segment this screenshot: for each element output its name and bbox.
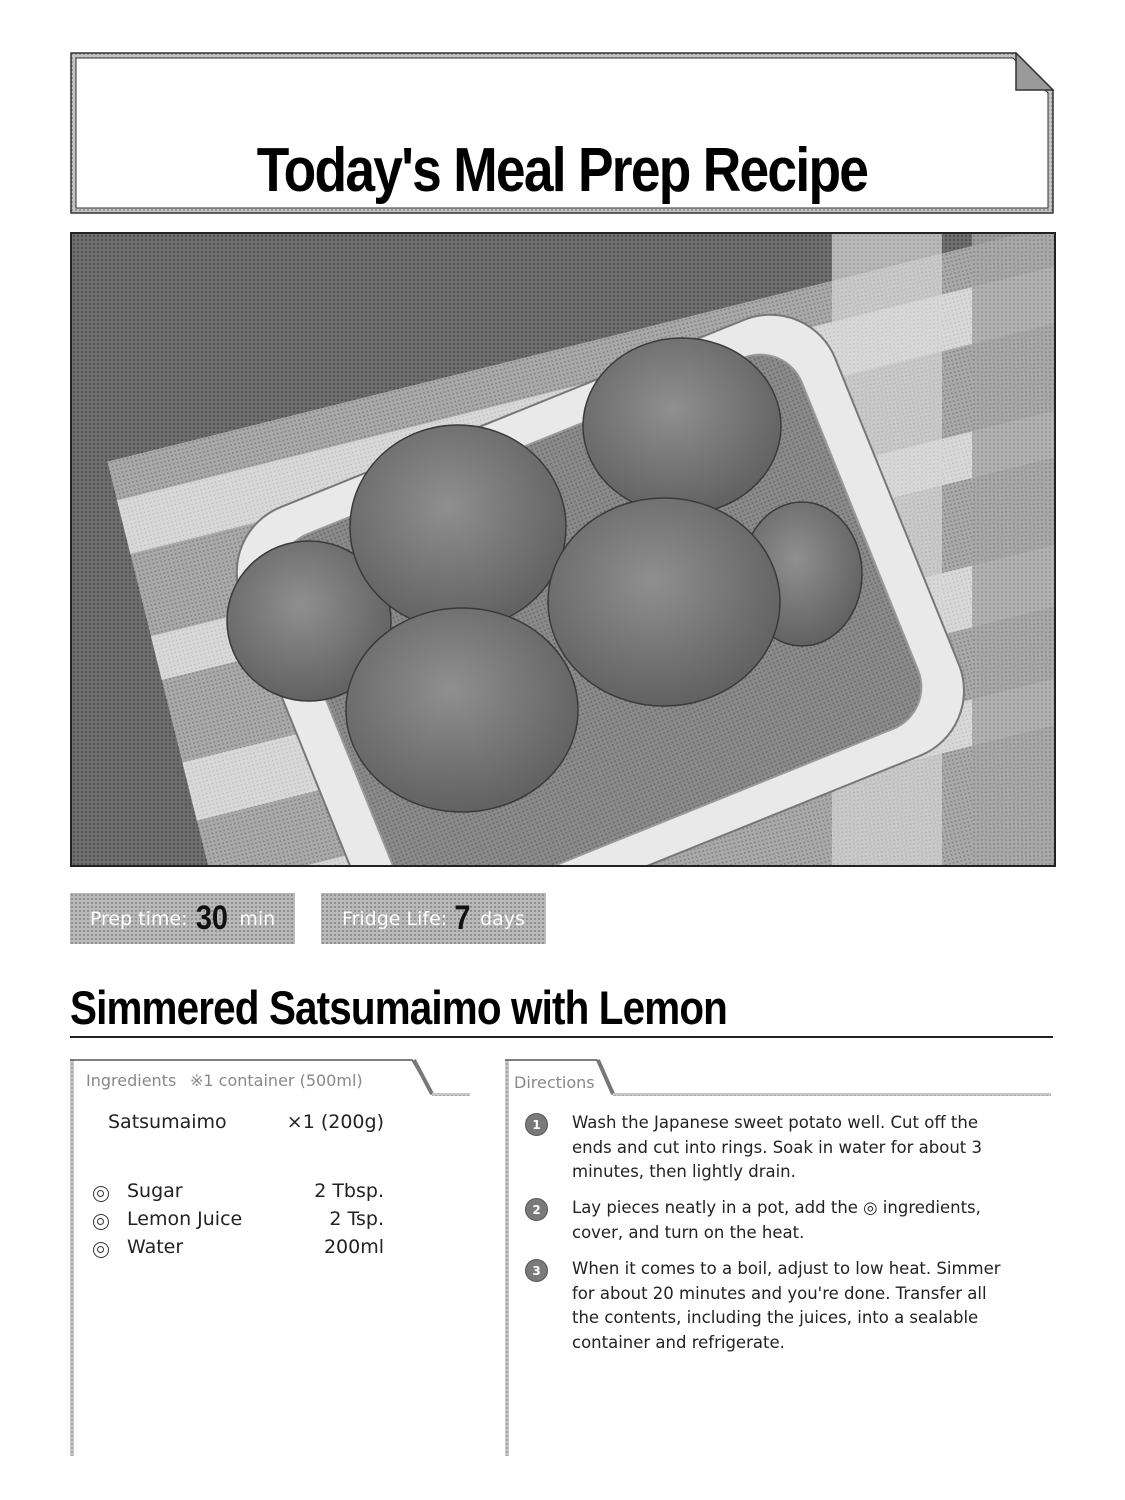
prep-time-value: 30 [196, 899, 229, 937]
directions-tab-label: Directions [514, 1073, 595, 1092]
recipe-title: Simmered Satsumaimo with Lemon [70, 981, 727, 1034]
double-circle-icon [93, 1214, 109, 1230]
meal-prep-photo [70, 232, 1056, 867]
prep-time-label: Prep time: [89, 907, 188, 930]
ingredients-tab-label: Ingredients [86, 1071, 177, 1090]
fridge-life-value: 7 [454, 899, 471, 937]
ingredient-lemon-name: Lemon Juice [127, 1208, 243, 1230]
step-text-3: When it comes to a boil, adjust to low heat. Simmer for about 20 minutes and you're done. Transfer all the contents, including the juices, into a sealable container and refrigerate. [572, 1259, 1001, 1352]
double-circle-icon [93, 1242, 109, 1258]
ingredient-sugar-amount: 2 Tbsp. [314, 1180, 384, 1202]
title-banner [70, 52, 1054, 214]
double-circle-icon [93, 1186, 109, 1202]
fridge-life-label: Fridge Life: [342, 907, 448, 930]
ingredient-water-amount: 200ml [323, 1236, 384, 1258]
ingredient-main-name: Satsumaimo [108, 1111, 227, 1133]
prep-time-badge [70, 893, 295, 944]
step-number-1: 1 [525, 1113, 548, 1136]
ingredient-water-name: Water [127, 1236, 184, 1258]
step-number-2: 2 [525, 1198, 548, 1221]
meal-prep-container-photo-icon [72, 234, 1054, 865]
step-number-3: 3 [525, 1259, 548, 1282]
fridge-life-badge [321, 893, 546, 944]
fridge-life-unit: days [480, 907, 525, 930]
prep-time-unit: min [239, 907, 276, 930]
title-divider [70, 1036, 1053, 1038]
ingredient-sugar-name: Sugar [127, 1180, 183, 1202]
ingredient-main-amount: ×1 (200g) [286, 1111, 384, 1133]
ingredients-container-note: ※1 container (500ml) [190, 1071, 363, 1090]
ingredient-lemon-amount: 2 Tsp. [329, 1208, 384, 1230]
page-title: Today's Meal Prep Recipe [256, 136, 868, 205]
step-text-1: Wash the Japanese sweet potato well. Cut off the ends and cut into rings. Soak in water for about 3 minutes, then lightly drain. [572, 1113, 982, 1181]
step-text-2: Lay pieces neatly in a pot, add the ◎ ingredients, cover, and turn on the heat. [572, 1198, 981, 1242]
